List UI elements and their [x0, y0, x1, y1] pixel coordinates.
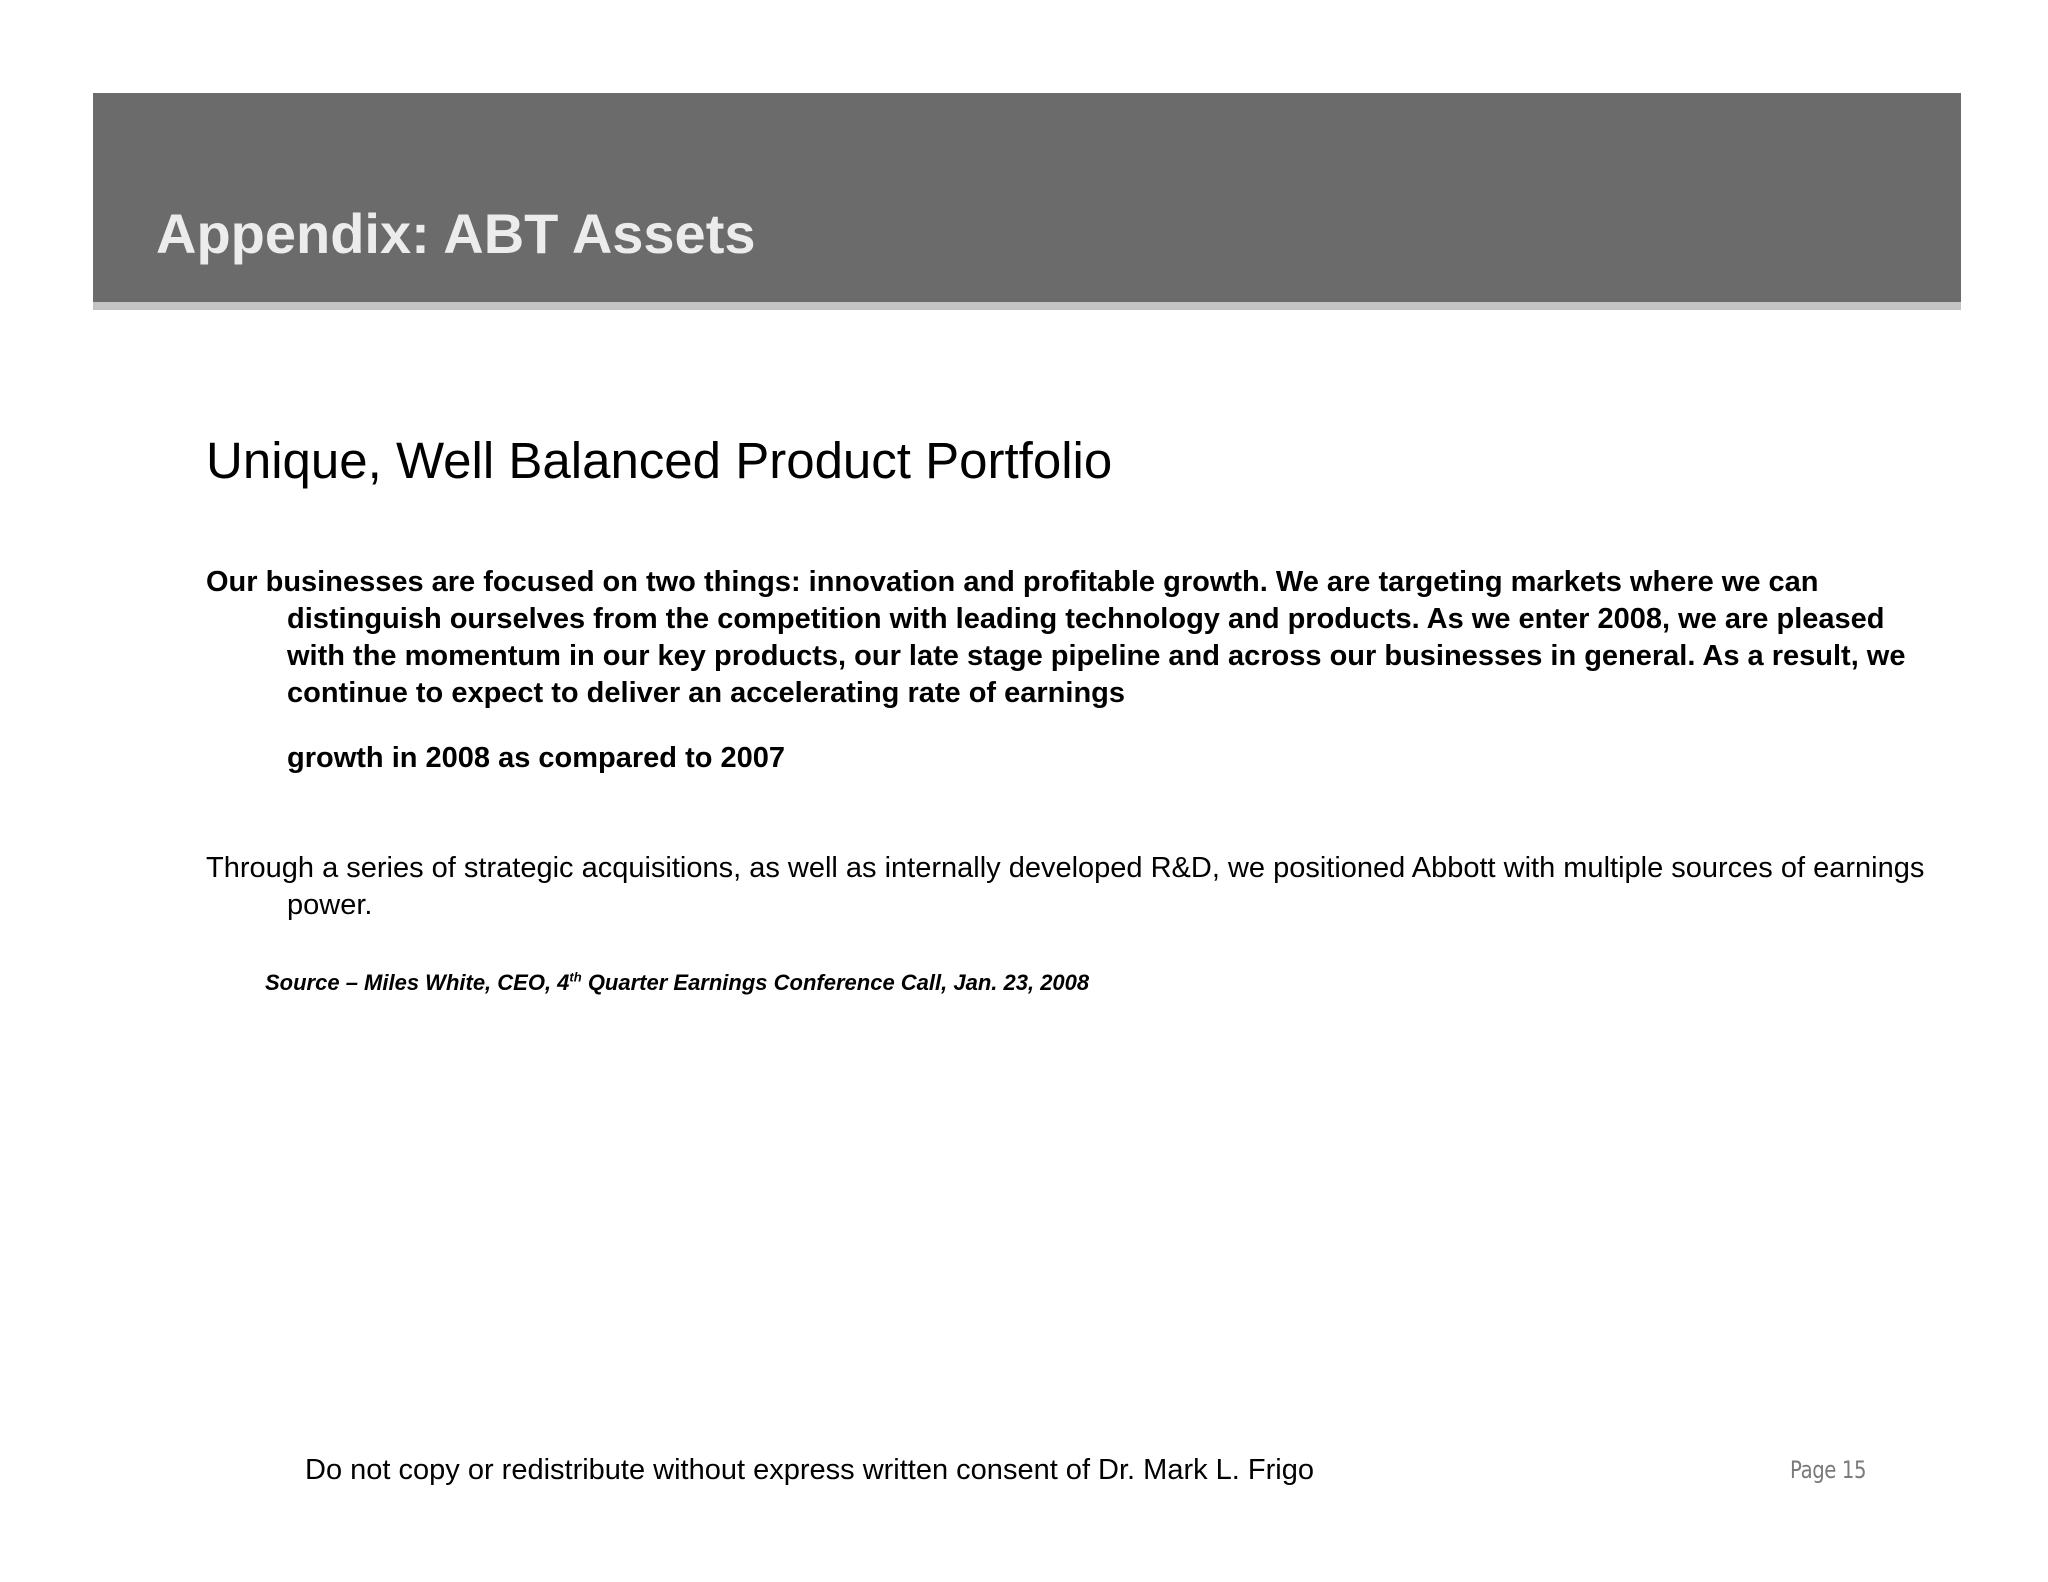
page-number: Page 15: [1790, 1456, 1867, 1484]
section-heading: Unique, Well Balanced Product Portfolio: [206, 432, 1113, 489]
source-citation: [265, 970, 1089, 996]
source-superscript: th: [569, 969, 582, 985]
summary-paragraph: Through a series of strategic acquisitions, as well as internally developed R&D, we positioned Abbott with multiple sources of earnings power.: [206, 852, 1925, 921]
quote-paragraph: Our businesses are focused on two things: innovation and profitable growth. We are targeting markets where we can distinguish ourselves from the competition with leading technology and products. As we enter 2008, we are pleased with the momentum in our key products, our late stage pipeline and across our businesses in general. As a result, we continue to expect to deliver an accelerating rate of earnings: [206, 566, 1906, 709]
slide-title: Appendix: ABT Assets: [156, 202, 756, 265]
quote-paragraph-continuation: growth in 2008 as compared to 2007: [287, 742, 786, 774]
header-divider: [93, 302, 1961, 310]
source-text-end: Quarter Earnings Conference Call, Jan. 23, 2008: [581, 970, 1090, 995]
header-band: [93, 93, 1961, 302]
source-text-start: Source – Miles White, CEO, 4: [265, 970, 570, 995]
copyright-notice: Do not copy or redistribute without express written consent of Dr. Mark L. Frigo: [305, 1454, 1314, 1486]
